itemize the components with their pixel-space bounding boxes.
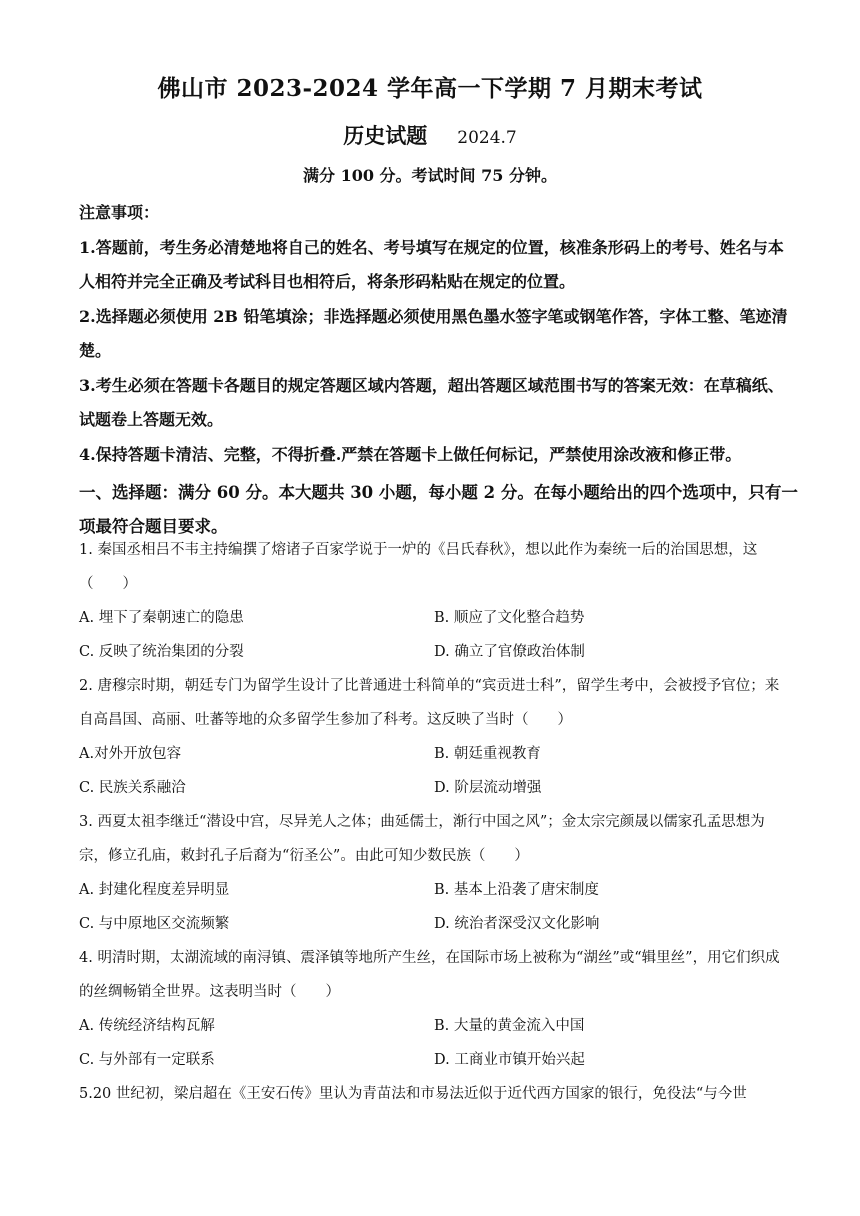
question — [79, 941, 789, 1077]
notes-heading: 注意事项： — [79, 203, 160, 222]
question — [79, 533, 789, 669]
option-a: A. 传统经济结构瓦解 — [79, 1018, 215, 1034]
option-a: A.对外开放包容 — [79, 746, 182, 762]
exam-title: 佛山市 2023-2024 学年高一下学期 7 月期末考试 — [157, 75, 703, 102]
option-c: C. 民族关系融洽 — [79, 780, 186, 796]
option-d: D. 工商业市镇开始兴起 — [434, 1052, 585, 1068]
exam-subtitle — [0, 120, 860, 150]
question-stem: 5.20 世纪初，梁启超在《王安石传》里认为青苗法和市易法近似于近代西方国家的银行，免役法“与今世 — [79, 1086, 747, 1102]
question — [79, 805, 789, 941]
note-item: 2.选择题必须使用 2B 铅笔填涂；非选择题必须使用黑色墨水签字笔或钢笔作答，字体工整、笔迹清楚。 — [79, 306, 788, 360]
question-stem: 2. 唐穆宗时期，朝廷专门为留学生设计了比普通进士科简单的“宾贡进士科”，留学生考中，会被授予官位；来自高昌国、高丽、吐蕃等地的众多留学生参加了科考。这反映了当时（ ） — [79, 678, 780, 728]
question-stem: 1. 秦国丞相吕不韦主持编撰了熔诸子百家学说于一炉的《吕氏春秋》，想以此作为秦统一后的治国思想，这（ ） — [79, 542, 758, 592]
option-a: A. 埋下了秦朝速亡的隐患 — [79, 610, 244, 626]
option-b: B. 基本上沿袭了唐宋制度 — [434, 882, 599, 898]
exam-date: 2024.7 — [457, 128, 517, 148]
subject-label: 历史试题 — [343, 123, 428, 148]
note-item: 4.保持答题卡清洁、完整，不得折叠.严禁在答题卡上做任何标记，严禁使用涂改液和修正带。 — [79, 444, 742, 464]
option-b: B. 大量的黄金流入中国 — [434, 1018, 585, 1034]
question-options — [79, 601, 789, 669]
option-d: D. 阶层流动增强 — [434, 780, 542, 796]
questions-list — [79, 533, 789, 1111]
note-item: 1.答题前，考生务必清楚地将自己的姓名、考号填写在规定的位置，核准条形码上的考号、姓名与本人相符并完全正确及考试科目也相符后，将条形码粘贴在规定的位置。 — [79, 237, 784, 291]
option-b: B. 朝廷重视教育 — [434, 746, 541, 762]
option-c: C. 与中原地区交流频繁 — [79, 916, 230, 932]
question-stem: 4. 明清时期，太湖流域的南浔镇、震泽镇等地所产生丝，在国际市场上被称为“湖丝”或“辑里丝”，用它们织成的丝绸畅销全世界。这表明当时（ ） — [79, 950, 780, 1000]
section-heading: 一、选择题：满分 60 分。本大题共 30 小题，每小题 2 分。在每小题给出的四个选项中，只有一项最符合题目要求。 — [79, 483, 798, 536]
notes-block — [79, 196, 799, 472]
question-options — [79, 1009, 789, 1077]
note-item: 3.考生必须在答题卡各题目的规定答题区域内答题，超出答题区域范围书写的答案无效：在草稿纸、试题卷上答题无效。 — [79, 375, 784, 429]
question — [79, 669, 789, 805]
option-a: A. 封建化程度差异明显 — [79, 882, 230, 898]
option-d: D. 确立了官僚政治体制 — [434, 644, 585, 660]
question-options — [79, 873, 789, 941]
option-d: D. 统治者深受汉文化影响 — [434, 916, 600, 932]
option-c: C. 与外部有一定联系 — [79, 1052, 215, 1068]
question-options — [79, 737, 789, 805]
question — [79, 1077, 789, 1111]
full-score-line: 满分 100 分。考试时间 75 分钟。 — [303, 166, 557, 185]
option-b: B. 顺应了文化整合趋势 — [434, 610, 585, 626]
option-c: C. 反映了统治集团的分裂 — [79, 644, 244, 660]
question-stem: 3. 西夏太祖李继迁“潜设中宫，尽异羌人之体；曲延儒士，渐行中国之风”；金太宗完颜晟以儒家孔孟思想为宗，修立孔庙，敕封孔子后裔为“衍圣公”。由此可知少数民族（ ） — [79, 814, 765, 864]
